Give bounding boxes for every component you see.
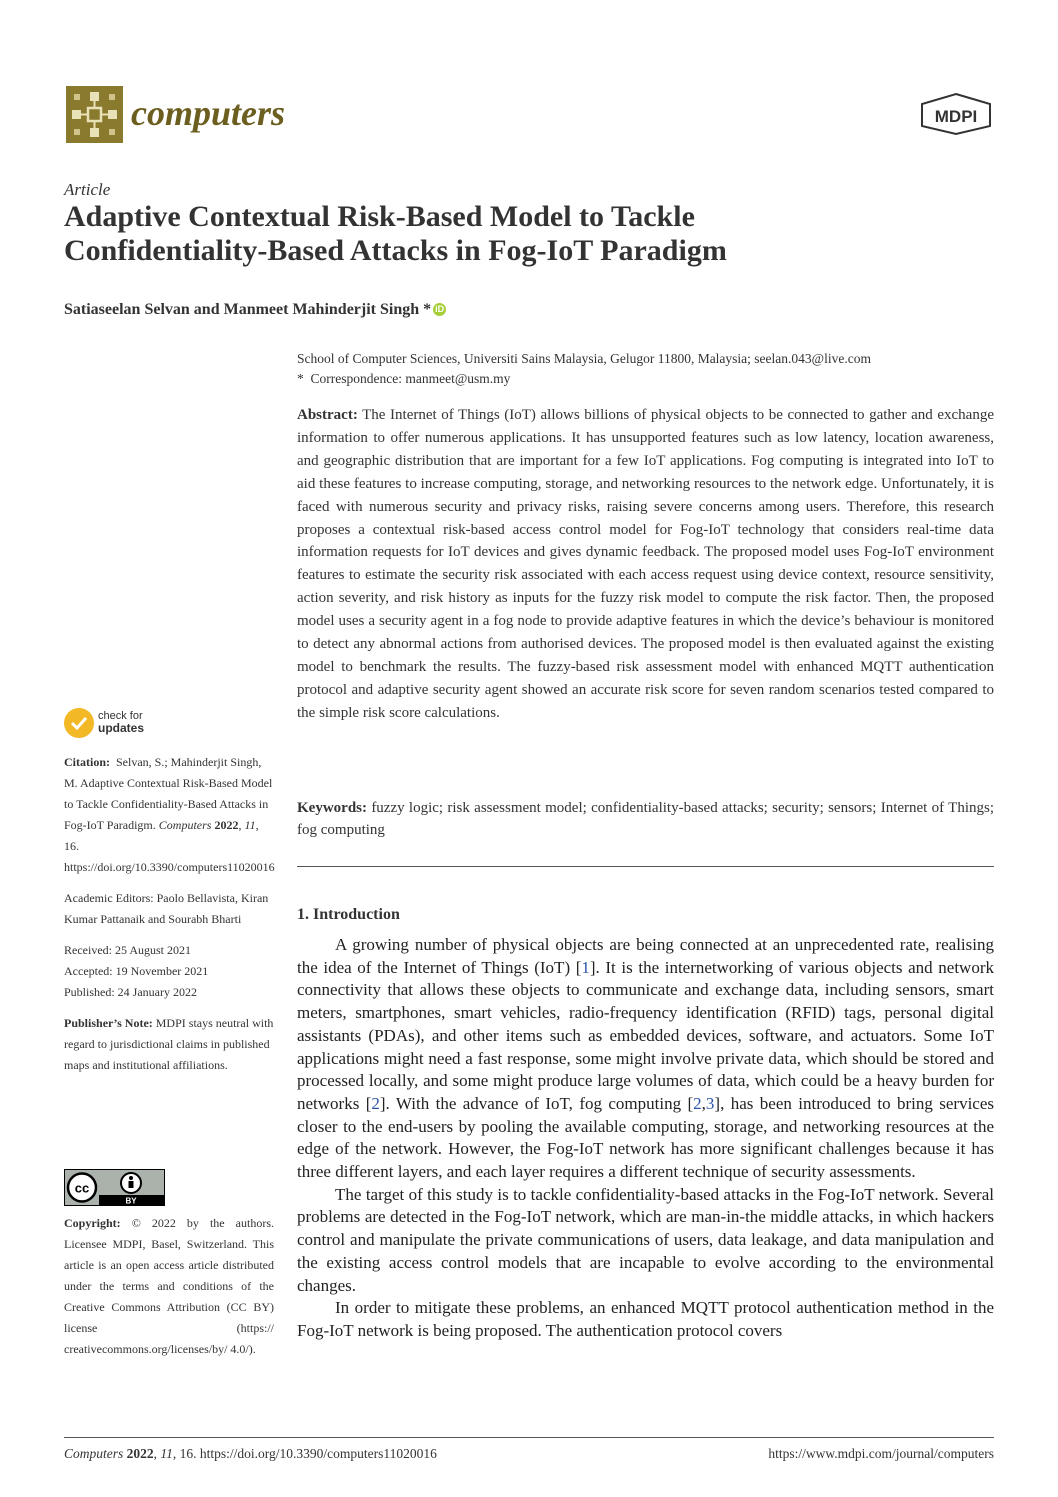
academic-editors: Academic Editors: Paolo Bellavista, Kiran Kumar Pattanaik and Sourabh Bharti [64, 891, 269, 926]
citation-link[interactable]: 1 [581, 957, 590, 977]
introduction-body [297, 934, 994, 1343]
paragraph: In order to mitigate these problems, an enhanced MQTT protocol authentication method in the Fog-IoT network is being proposed. The authentication protocol covers [297, 1298, 994, 1340]
mdpi-logo-text: MDPI [934, 107, 978, 126]
abstract-label: Abstract: [297, 407, 358, 423]
correspondence-line: * Correspondence: manmeet@usm.my [297, 371, 511, 386]
by-label: BY [125, 1196, 137, 1205]
citation-link[interactable]: 2 [693, 1093, 702, 1113]
title-line-1: Adaptive Contextual Risk-Based Model to Tackle [64, 200, 695, 233]
citation-link[interactable]: 3 [705, 1093, 715, 1113]
article-title [64, 200, 964, 268]
mdpi-logo[interactable] [918, 92, 994, 136]
footer-journal-url[interactable]: https://www.mdpi.com/journal/computers [768, 1446, 994, 1461]
title-line-2: Confidentiality-Based Attacks in Fog-IoT Paradigm [64, 234, 727, 267]
cc-by-license-icon[interactable] [64, 1169, 165, 1206]
paragraph: A growing number of physical objects are being connected at an unprecedented rate, realising the idea of the Internet of Things (IoT) [1]. It is the internetworking of various objects and network connectivity that allows these objects to communicate and exchange data, including sensors, smart meters, smartphones, smart vehicles, radio-frequency identification (RFID) tags, personal digital assistants (PDAs), and other items such as embedded devices, software, and actuators. Some IoT applications might need a fast response, some might involve private data, which should be stored and processed locally, and some might produce large volumes of data, which could be a heavy burden for networks [2]. With the advance of IoT, fog computing [2,3], has been introduced to bring services closer to the end-users by pooling the available computing, storage, and networking resources at the edge of the network. However, the Fog-IoT network has more significant challenges because it has three different layers, and each layer requires a different technique of security assessments. [297, 935, 994, 1182]
citation-link[interactable]: 2 [371, 1093, 380, 1113]
keywords-label: Keywords: [297, 800, 367, 816]
check-for-updates-button[interactable] [64, 707, 154, 741]
affiliations [297, 349, 997, 389]
authors-text: Satiaseelan Selvan and Manmeet Mahinderjit Singh * [64, 301, 432, 318]
sidebar-metadata [64, 752, 274, 1086]
affiliation-line: School of Computer Sciences, Universiti Sains Malaysia, Gelugor 11800, Malaysia; seelan.043@live.com [297, 351, 871, 366]
abstract [297, 404, 994, 725]
check-for-updates-label: check for updates [98, 710, 145, 735]
author-list [64, 301, 446, 319]
abstract-text: The Internet of Things (IoT) allows billions of physical objects to be connected to gather and exchange information to offer numerous applications. It has unsupported features such as low latency, location awareness, and geographic distribution that are important for a few IoT applications. Fog computing is integrated into IoT to aid these features to increase computing, storage, and networking resources to the network edge. Unfortunately, it is faced with numerous security and privacy risks, raising severe concerns among users. Therefore, this research proposes a contextual risk-based access control model for Fog-IoT technology that considers real-time data information requests for IoT devices and gives dynamic feedback. The proposed model uses Fog-IoT environment features to estimate the security risk associated with each access request using device context, resource sensitivity, action severity, and risk history as inputs for the fuzzy risk model to compute the risk factor. Then, the proposed model uses a security agent in a fog node to provide adaptive features in which the device’s behaviour is monitored to detect any abnormal actions from authorised devices. The proposed model is then evaluated against the existing model to benchmark the results. The fuzzy-based risk assessment model with enhanced MQTT authentication protocol and adaptive security agent showed an accurate risk score for seven random scenarios tested compared to the simple risk score calculations. [297, 407, 995, 721]
keywords [297, 797, 994, 841]
section-divider [297, 866, 994, 867]
journal-name: computers [131, 93, 286, 133]
article-type: Article [64, 180, 111, 199]
paragraph: The target of this study is to tackle confidentiality-based attacks in the Fog-IoT network. Several problems are detected in the Fog-IoT network, which are man-in-the middle attacks, in which hackers control and manipulate the private communications of users, data leakage, and data manipulation and the existing access control models that are incapable to evolve according to the environmental changes. [297, 1184, 994, 1295]
section-heading-introduction: 1. Introduction [297, 906, 400, 923]
footer-divider [64, 1437, 994, 1438]
orcid-icon[interactable]: iD [435, 304, 445, 314]
footer-citation[interactable]: Computers 2022, 11, 16. https://doi.org/10.3390/computers11020016 [64, 1446, 437, 1461]
keywords-text: fuzzy logic; risk assessment model; confidentiality-based attacks; security; sensors; Internet of Things; fog computing [297, 800, 995, 838]
publisher-note: Publisher’s Note: MDPI stays neutral with regard to jurisdictional claims in published maps and institutional affiliations. [64, 1016, 274, 1072]
journal-logo-icon [66, 86, 123, 143]
copyright-notice: Copyright: © 2022 by the authors. Licensee MDPI, Basel, Switzerland. This article is an open access article distributed under the terms and conditions of the Creative Commons Attribution (CC BY) license (https:// creativecommons.org/licenses/by/ 4.0/). [64, 1216, 274, 1356]
check-icon [64, 708, 94, 738]
citation-block: Citation: Selvan, S.; Mahinderjit Singh, M. Adaptive Contextual Risk-Based Model to Tackle Confidentiality-Based Attacks in Fog-IoT Paradigm. Computers 2022, 11, 16. https://doi.org/10.3390/computers11020016 [64, 755, 275, 874]
dates: Received: 25 August 2021 Accepted: 19 November 2021 Published: 24 January 2022 [64, 943, 209, 999]
cc-label: cc [74, 1180, 90, 1196]
